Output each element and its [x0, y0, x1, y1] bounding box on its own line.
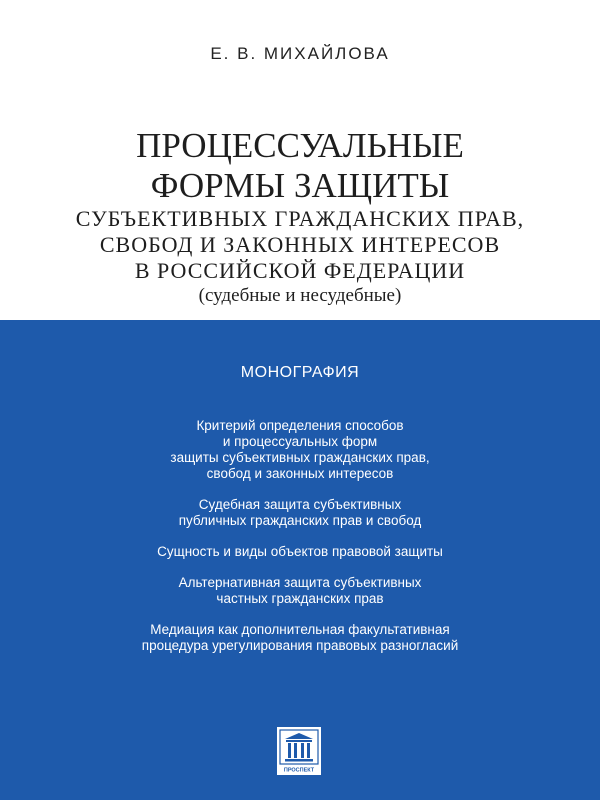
author-name: Е. В. МИХАЙЛОВА [210, 44, 390, 63]
topic-line: частных гражданских прав [216, 591, 384, 606]
topic-line: Сущность и виды объектов правовой защиты [157, 544, 443, 559]
subtitle-line: В РОССИЙСКОЙ ФЕДЕРАЦИИ [134, 258, 466, 283]
title-line: ПРОЦЕССУАЛЬНЫЕ [136, 126, 464, 165]
topic-line: защиты субъективных гражданских прав, [170, 450, 430, 465]
topic-line: и процессуальных форм [222, 434, 378, 449]
topic-line: Критерий определения способов [196, 418, 404, 433]
subtitle-line: СВОБОД И ЗАКОННЫХ ИНТЕРЕСОВ [99, 232, 501, 257]
topic-line: процедура урегулирования правовых разногласий [141, 638, 459, 653]
title-line: ФОРМЫ ЗАЩИТЫ [150, 166, 450, 205]
topic-item [0, 497, 600, 529]
topic-line: свобод и законных интересов [206, 466, 394, 481]
topic-line: Судебная защита субъективных [198, 497, 402, 512]
book-title [0, 126, 600, 206]
cover-top-panel [0, 0, 600, 320]
topics-list [0, 418, 600, 669]
topic-item [0, 544, 600, 560]
topic-line: Медиация как дополнительная факультативная [150, 622, 450, 637]
publisher-name: ПРОСПЕКТ [283, 767, 315, 774]
topic-item [0, 622, 600, 654]
topic-item [0, 418, 600, 482]
book-subtitle [0, 206, 600, 284]
topic-line: Альтернативная защита субъективных [178, 575, 422, 590]
genre-label: МОНОГРАФИЯ [240, 364, 360, 381]
subtitle-line: СУБЪЕКТИВНЫХ ГРАЖДАНСКИХ ПРАВ, [75, 206, 525, 231]
topic-line: публичных гражданских прав и свобод [178, 513, 422, 528]
topic-item [0, 575, 600, 607]
publisher-logo-icon [277, 727, 321, 775]
title-note: (судебные и несудебные) [198, 285, 402, 306]
